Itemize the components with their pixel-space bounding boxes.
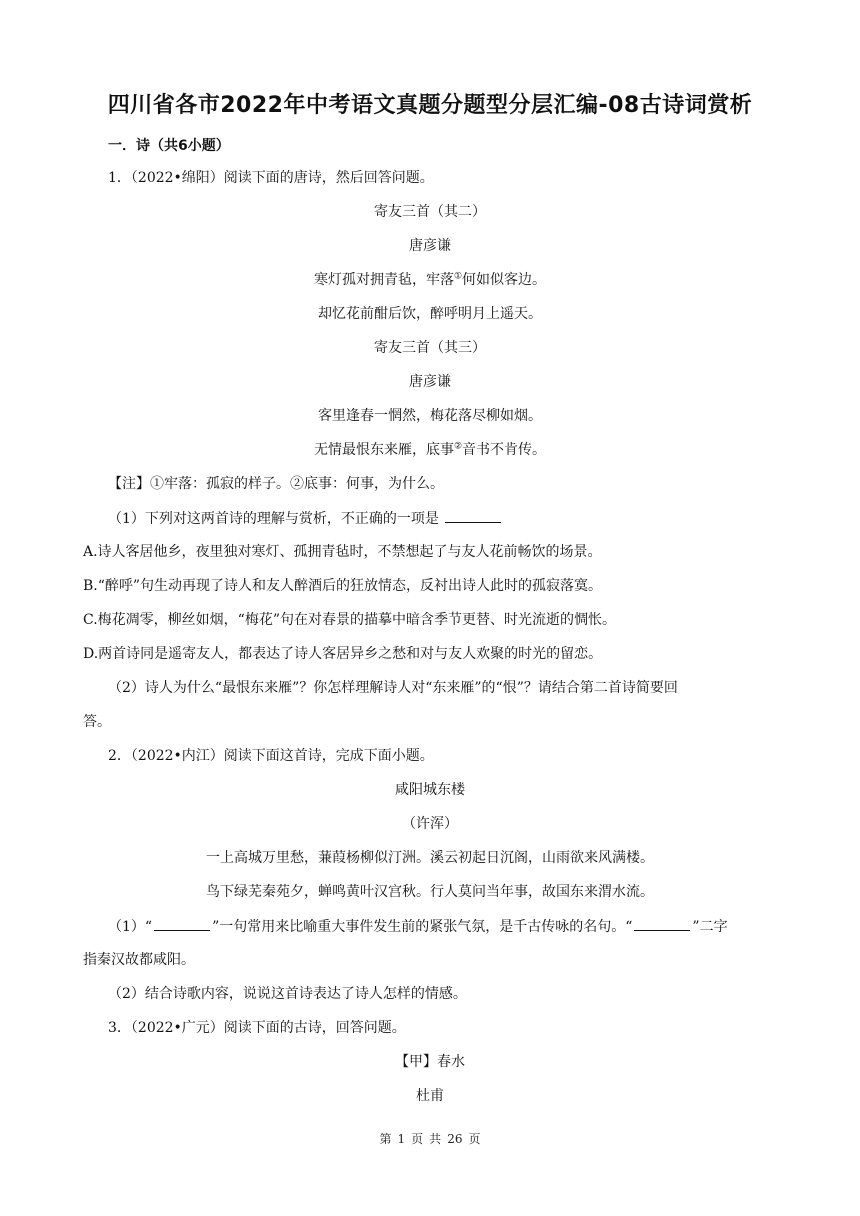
q3-intro: 3．（2022•广元）阅读下面的古诗，回答问题。	[108, 1020, 406, 1036]
q1-poem2-line1: 客里逢春一惘然，梅花落尽柳如烟。	[318, 408, 542, 424]
q1-poem1-author: 唐彦谦	[409, 238, 451, 254]
q1-poem1-line2: 却忆花前酣后饮，醉呼明月上遥天。	[318, 306, 542, 322]
q2-intro: 2．（2022•内江）阅读下面这首诗，完成下面小题。	[108, 748, 434, 764]
q1-poem2-line2	[0, 440, 860, 460]
question-text: ”一句常用来比喻重大事件发生前的紧张气氛，是千古传咏的名句。“	[212, 919, 633, 935]
q1-option-a: A.诗人客居他乡，夜里独对寒灯、孤拥青毡时，不禁想起了与友人花前畅饮的场景。	[83, 544, 602, 560]
q2-sub2: （2）结合诗歌内容，说说这首诗表达了诗人怎样的情感。	[108, 986, 467, 1002]
q1-poem2-author: 唐彦谦	[409, 374, 451, 390]
footer-text: 页	[411, 1132, 424, 1146]
poem-text: 寒灯孤对拥青毡，牢落	[313, 272, 454, 288]
section-heading: 一．诗（共6小题）	[108, 138, 230, 154]
footnote-mark: ①	[453, 271, 463, 282]
q3-poem-title: 【甲】春水	[395, 1054, 465, 1070]
q1-sub2-line1: （2）诗人为什么“最恨东来雁”？你怎样理解诗人对“东来雁”的“恨”？请结合第二首诗简要回	[108, 680, 678, 696]
q1-intro: 1．（2022•绵阳）阅读下面的唐诗，然后回答问题。	[108, 170, 434, 186]
current-page-number: 1	[397, 1132, 406, 1146]
answer-blank	[634, 916, 690, 931]
question-text: ”二字	[692, 919, 728, 935]
q1-sub2-line2: 答。	[83, 714, 111, 730]
q2-poem-line1: 一上高城万里愁，蒹葭杨柳似汀洲。溪云初起日沉阁，山雨欲来风满楼。	[206, 850, 654, 866]
poem-text: 音书不肯传。	[462, 442, 547, 458]
footer-text: 页	[468, 1132, 481, 1146]
document-title: 四川省各市2022年中考语文真题分题型分层汇编-08古诗词赏析	[107, 93, 753, 118]
poem-text: 无情最恨东来雁，底事	[313, 442, 454, 458]
q1-sub1	[108, 508, 503, 529]
q1-note: 【注】①牢落：孤寂的样子。②底事：何事，为什么。	[108, 476, 444, 492]
q1-option-d: D.两首诗同是遥寄友人，都表达了诗人客居异乡之愁和对与友人欢聚的时光的留恋。	[83, 646, 603, 662]
q2-poem-author: （许浑）	[402, 816, 458, 832]
footer-text: 共	[429, 1132, 442, 1146]
q3-poem-author: 杜甫	[416, 1088, 444, 1104]
q1-option-b: B.“醉呼”句生动再现了诗人和友人醉酒后的狂放情态，反衬出诗人此时的孤寂落寞。	[83, 578, 603, 594]
total-page-number: 26	[447, 1132, 463, 1146]
poem-text: 何如似客边。	[462, 272, 547, 288]
q1-poem2-title: 寄友三首（其三）	[374, 340, 486, 356]
q1-option-c: C.梅花凋零，柳丝如烟，“梅花”句在对春景的描摹中暗含季节更替、时光流逝的惆怅。	[83, 612, 616, 628]
answer-blank	[445, 508, 501, 523]
q2-sub1-line2: 指秦汉故都咸阳。	[83, 952, 195, 968]
answer-blank	[154, 916, 210, 931]
footer-text: 第	[379, 1132, 392, 1146]
question-text: （1）下列对这两首诗的理解与赏析，不正确的一项是	[108, 511, 439, 527]
q2-poem-line2: 鸟下绿芜秦苑夕，蝉鸣黄叶汉宫秋。行人莫问当年事，故国东来渭水流。	[206, 884, 654, 900]
q2-poem-title: 咸阳城东楼	[395, 782, 465, 798]
page-footer	[0, 1130, 860, 1147]
footnote-mark: ②	[453, 441, 463, 452]
q2-sub1-line1	[108, 916, 728, 937]
q1-poem1-title: 寄友三首（其二）	[374, 204, 486, 220]
question-text: （1）“	[108, 919, 153, 935]
q1-poem1-line1	[0, 270, 860, 290]
